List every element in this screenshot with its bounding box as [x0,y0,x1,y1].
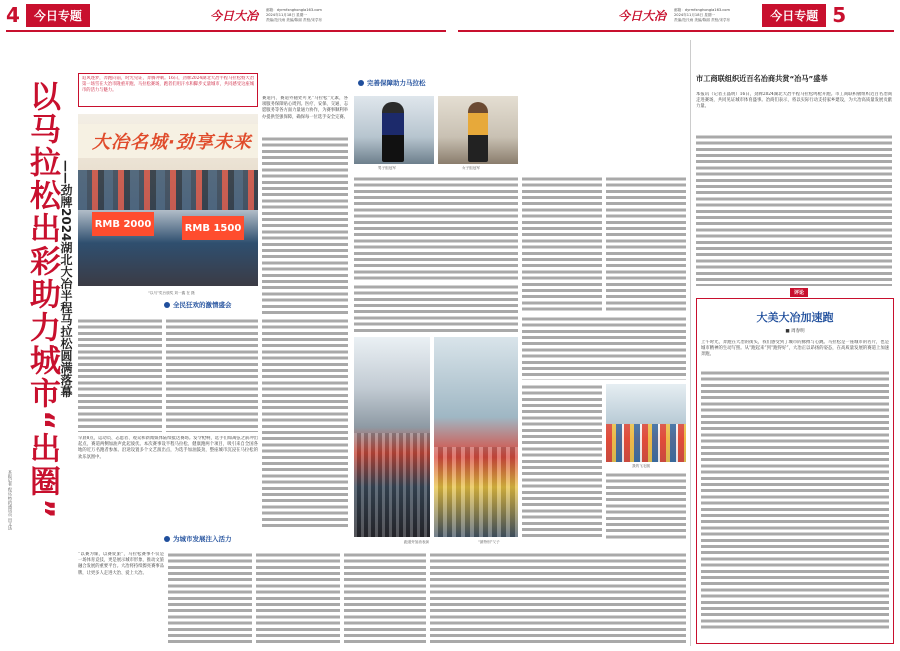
prize-board-2: RMB 1500 [182,216,244,240]
section-3-body: “以赛为媒，以赛促旅”，马拉松赛事不仅是一场体育竞技，更是展示城市形象、推动文旅融合发展的重要平台。大冶将持续擦亮赛事品牌，让更多人走进大冶、爱上大冶。 [78,552,164,576]
right-main-text-2 [606,176,686,312]
male-winner-photo [354,96,434,164]
female-runner-figure [468,102,488,162]
right-main-text-1 [522,176,602,312]
section-3-text-col3 [256,552,340,644]
main-title: 以马拉松出彩助力城市“出圈” [24,80,60,521]
bottom-text-block [430,552,686,644]
caption-cheer: 跑道旁加油表演 [404,540,430,544]
crowd-runners-photo [354,337,430,537]
lead-text: 追风逐梦，奔跑向前，时光见证，奔腾冲刺。16日，劲牌2024湖北大冶半程马拉松暨大冶第一场雪在大冶市隆重开跑。马拉松赛场，跑者们用汗水和脚步丈量城市，共同感受这座城市的活力与魅力。 [82,76,254,94]
credit-column: 本报记者 程远 特约通讯员 田文达 [8,470,13,530]
side-top-title: 市工商联组织近百名冶商共赏“冶马”盛举 [696,74,828,83]
right-meta-line2: 2024年11月18日 星期一 [674,12,716,17]
heading-section-1: 全民狂欢的激情盛会 [164,300,232,309]
left-section-label: 今日专题 [26,4,90,27]
section-1-body: 早晨8点，运动员、志愿者、观众和新闻媒体陆续抵达赛场。发令枪响，选手们如离弦之箭冲出起点，赛道两侧加油声此起彼伏。本次赛事设半程马拉松、健康跑两个项目，吸引来自全国各地的近万名跑者参加。沿途设置多个文艺演出点，为选手加油鼓劲，整座城市沉浸在马拉松的欢乐氛围中。 [78,436,258,460]
left-logo: 今日大冶 [209,8,258,23]
section-3-text-col2 [168,552,252,644]
section-3-text-col4 [344,552,426,644]
award-ceremony-photo [78,114,258,286]
middle-text-block [354,176,518,280]
main-subtitle: ——劲牌2024湖北大冶半程马拉松圆满落幕 [59,160,73,398]
editorial-tag: 评论 [790,288,808,297]
prize-board-1: RMB 2000 [92,212,154,236]
runners-costume-photo [606,384,686,462]
column-divider [690,40,691,646]
right-meta-line3: 责编/范氏雨 美编/陈丽 责校/宋学东 [674,17,731,22]
right-page-number: 5 [832,3,847,27]
cheering-performance-photo [434,337,518,537]
editorial-box [696,298,894,644]
costume-pattern [606,424,686,462]
right-logo: 今日大冶 [618,8,667,23]
side-top-body: 本报讯（记者王晶明）16日，劲牌2024湖北大冶半程马拉松鸣枪开跑。市工商联积极组织近百名冶商走进赛场，共同见证城市体育盛事。冶商们表示，将以实际行动支持家乡建设，为大冶高质量发展贡献力量。 [696,92,892,110]
left-meta-line1: 邮箱：dyrmfxnghongla163.com [265,7,322,12]
female-winner-photo [438,96,518,164]
section-2-body: 赛道内、赛道外随处可见“马拉松”元素，各项服务保障贴心周到。医疗、安保、交通、志愿服务等各方面力量通力协作，为赛事顺利举办提供坚强保障，确保每一位选手安全完赛。 [262,96,348,120]
heading-section-2: 完善保障助力马拉松 [358,78,426,87]
caption-fast-legs: 我的飞毛腿 [632,464,650,468]
crowd-pattern [354,433,430,537]
right-meta-line1: 邮箱：dyrmfxnghongla163.com [674,7,730,12]
left-header-rule [6,30,446,32]
caption-award: “以马”奖台颁奖 刘一鑫 在 摄 [148,291,195,295]
lead-box [78,73,258,107]
right-main-text-3 [522,316,686,380]
event-banner: 大冶名城·劲享未来 [92,132,252,153]
section-1-text-col2 [166,318,258,432]
editorial-body: 上午时光，奔跑在大冶的街头，我们感受到了城市的脉搏与心跳。马拉松是一座城市的名片，也是城市精神的生动写照。从“跑起来”到“跑得好”，大冶正以昂扬的姿态，在高质量发展的赛道上加速奔跑。 [701,340,889,358]
male-runner-figure [382,102,404,162]
side-top-text-rest [696,134,892,286]
left-meta-line3: 责编/范氏雨 美编/陈丽 责校/宋学东 [265,17,323,22]
left-page-number: 4 [6,3,20,27]
heading-section-3: 为城市发展注入活力 [164,534,232,543]
caption-male: 男子组冠军 [378,166,396,170]
right-main-text-4 [522,384,602,540]
right-section-label: 今日专题 [762,4,826,27]
right-header-rule [458,30,894,32]
left-header-meta [266,8,322,23]
performers-pattern [434,447,518,537]
section-1-text-more [262,318,348,530]
podium-group [78,170,258,210]
right-main-text-5 [606,472,686,540]
editorial-text-rest [701,370,889,630]
left-header [6,0,446,30]
editorial-author: ■ 周春明 [785,329,805,334]
right-header [458,0,894,30]
section-1-text-col1 [78,318,162,432]
caption-father-son: “最特别”父子 [478,540,500,544]
editorial-title: 大美大冶加速跑 [756,311,834,324]
caption-female: 女子组冠军 [462,166,480,170]
middle-text-block-2 [354,284,518,332]
right-header-meta [674,8,730,23]
section-2-text-col2 [262,136,348,314]
left-meta-line2: 2024年11月18日 星期一 [265,12,307,17]
